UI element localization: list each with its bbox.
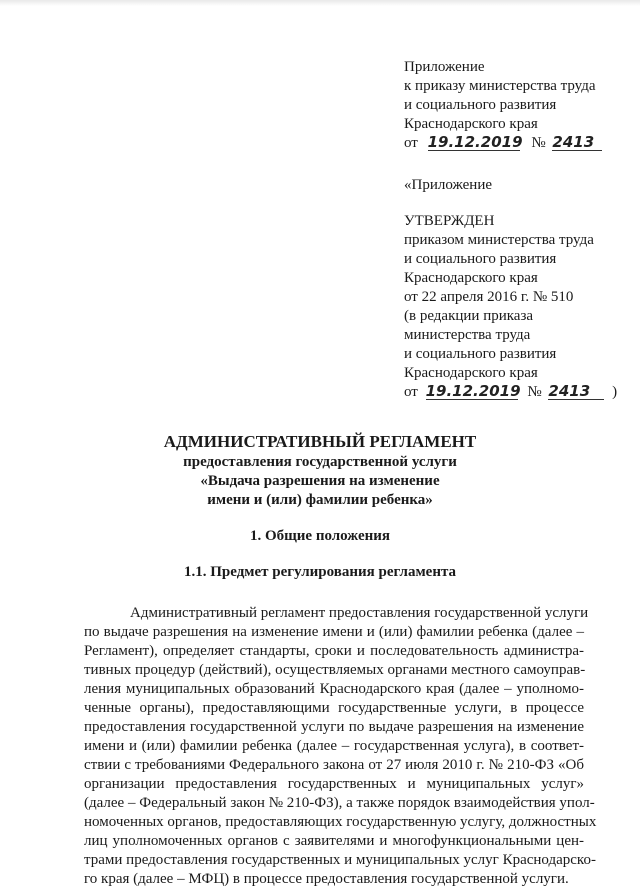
appendix-line: к приказу министерства труда — [404, 78, 596, 94]
approval-line: от 22 апреля 2016 г. № 510 — [404, 289, 574, 305]
date-prefix: от — [404, 384, 418, 400]
quote-line: «Приложение — [404, 177, 493, 193]
approval-line: Краснодарского края — [404, 365, 538, 381]
handwritten-date: 19.12.2019 — [425, 382, 521, 400]
appendix-line: Краснодарского края — [404, 116, 538, 132]
paragraph-line: лиц уполномоченных органов с заявителями и многофункциональными цен- — [84, 833, 584, 849]
handwritten-number: 2413 — [548, 384, 604, 400]
appendix-date-line — [404, 134, 602, 152]
approval-line: приказом министерства труда — [404, 232, 594, 248]
approval-line: Краснодарского края — [404, 270, 538, 286]
date-prefix: от — [404, 135, 418, 151]
paragraph-line: тивных процедур (действий), осуществляемых органами местного самоуправ- — [84, 662, 586, 678]
handwritten-number: 2413 — [552, 135, 602, 151]
paragraph-line: номоченных органов, предоставляющих государственную услугу, должностных — [84, 814, 597, 830]
approval-line: и социального развития — [404, 346, 557, 362]
paragraph-line: ления муниципальных образований Краснодарского края (далее – уполномо- — [84, 681, 584, 697]
regulation-subtitle-line: предоставления государственной услуги — [183, 454, 457, 470]
closing-parenthesis: ) — [612, 384, 618, 400]
paragraph-line: Регламент), определяет стандарты, сроки и последовательность администра- — [84, 643, 584, 659]
approval-date-line — [404, 383, 617, 401]
subsection-heading: 1.1. Предмет регулирования регламента — [183, 564, 457, 580]
appendix-line: Приложение — [404, 59, 485, 75]
paragraph-line: трами предоставления государственных и муниципальных услуг Краснодарско- — [84, 852, 596, 868]
paragraph-line: имени и (или) фамилии ребенка (далее – государственная услуга), в соответ- — [84, 738, 584, 754]
approved-label: УТВЕРЖДЕН — [404, 213, 495, 229]
approval-line: и социального развития — [404, 251, 557, 267]
paragraph-line: ствии с требованиями Федерального закона от 27 июля 2010 г. № 210-ФЗ «Об — [84, 757, 584, 773]
paragraph-line: (далее – Федеральный закон № 210-ФЗ), а также порядок взаимодействия упол- — [84, 795, 595, 811]
handwritten-date: 19.12.2019 — [427, 133, 523, 151]
appendix-line: и социального развития — [404, 97, 557, 113]
regulation-title: АДМИНИСТРАТИВНЫЙ РЕГЛАМЕНТ — [163, 432, 477, 451]
regulation-subtitle-line: «Выдача разрешения на изменение — [200, 473, 440, 489]
paragraph-line: го края (далее – МФЦ) в процессе предоставления государственной услуги. — [84, 871, 569, 887]
approval-line: министерства труда — [404, 327, 531, 343]
regulation-subtitle-line: имени и (или) фамилии ребенка» — [207, 492, 433, 508]
paragraph-line: предоставления государственной услуги по выдаче разрешения на изменение — [84, 719, 584, 735]
number-prefix: № — [531, 135, 546, 151]
paragraph-line: по выдаче разрешения на изменение имени и (или) фамилии ребенка (далее – — [84, 624, 584, 640]
number-prefix: № — [527, 384, 542, 400]
section-heading: 1. Общие положения — [249, 528, 391, 544]
approval-line: (в редакции приказа — [404, 308, 534, 324]
paragraph-line: ченные органы), предоставляющими государственные услуги, в процессе — [84, 700, 584, 716]
body-paragraph — [84, 604, 597, 889]
paragraph-line: Административный регламент предоставления государственной услуги — [130, 605, 589, 621]
paragraph-line: организации предоставления государственных и муниципальных услуг» — [84, 776, 584, 792]
